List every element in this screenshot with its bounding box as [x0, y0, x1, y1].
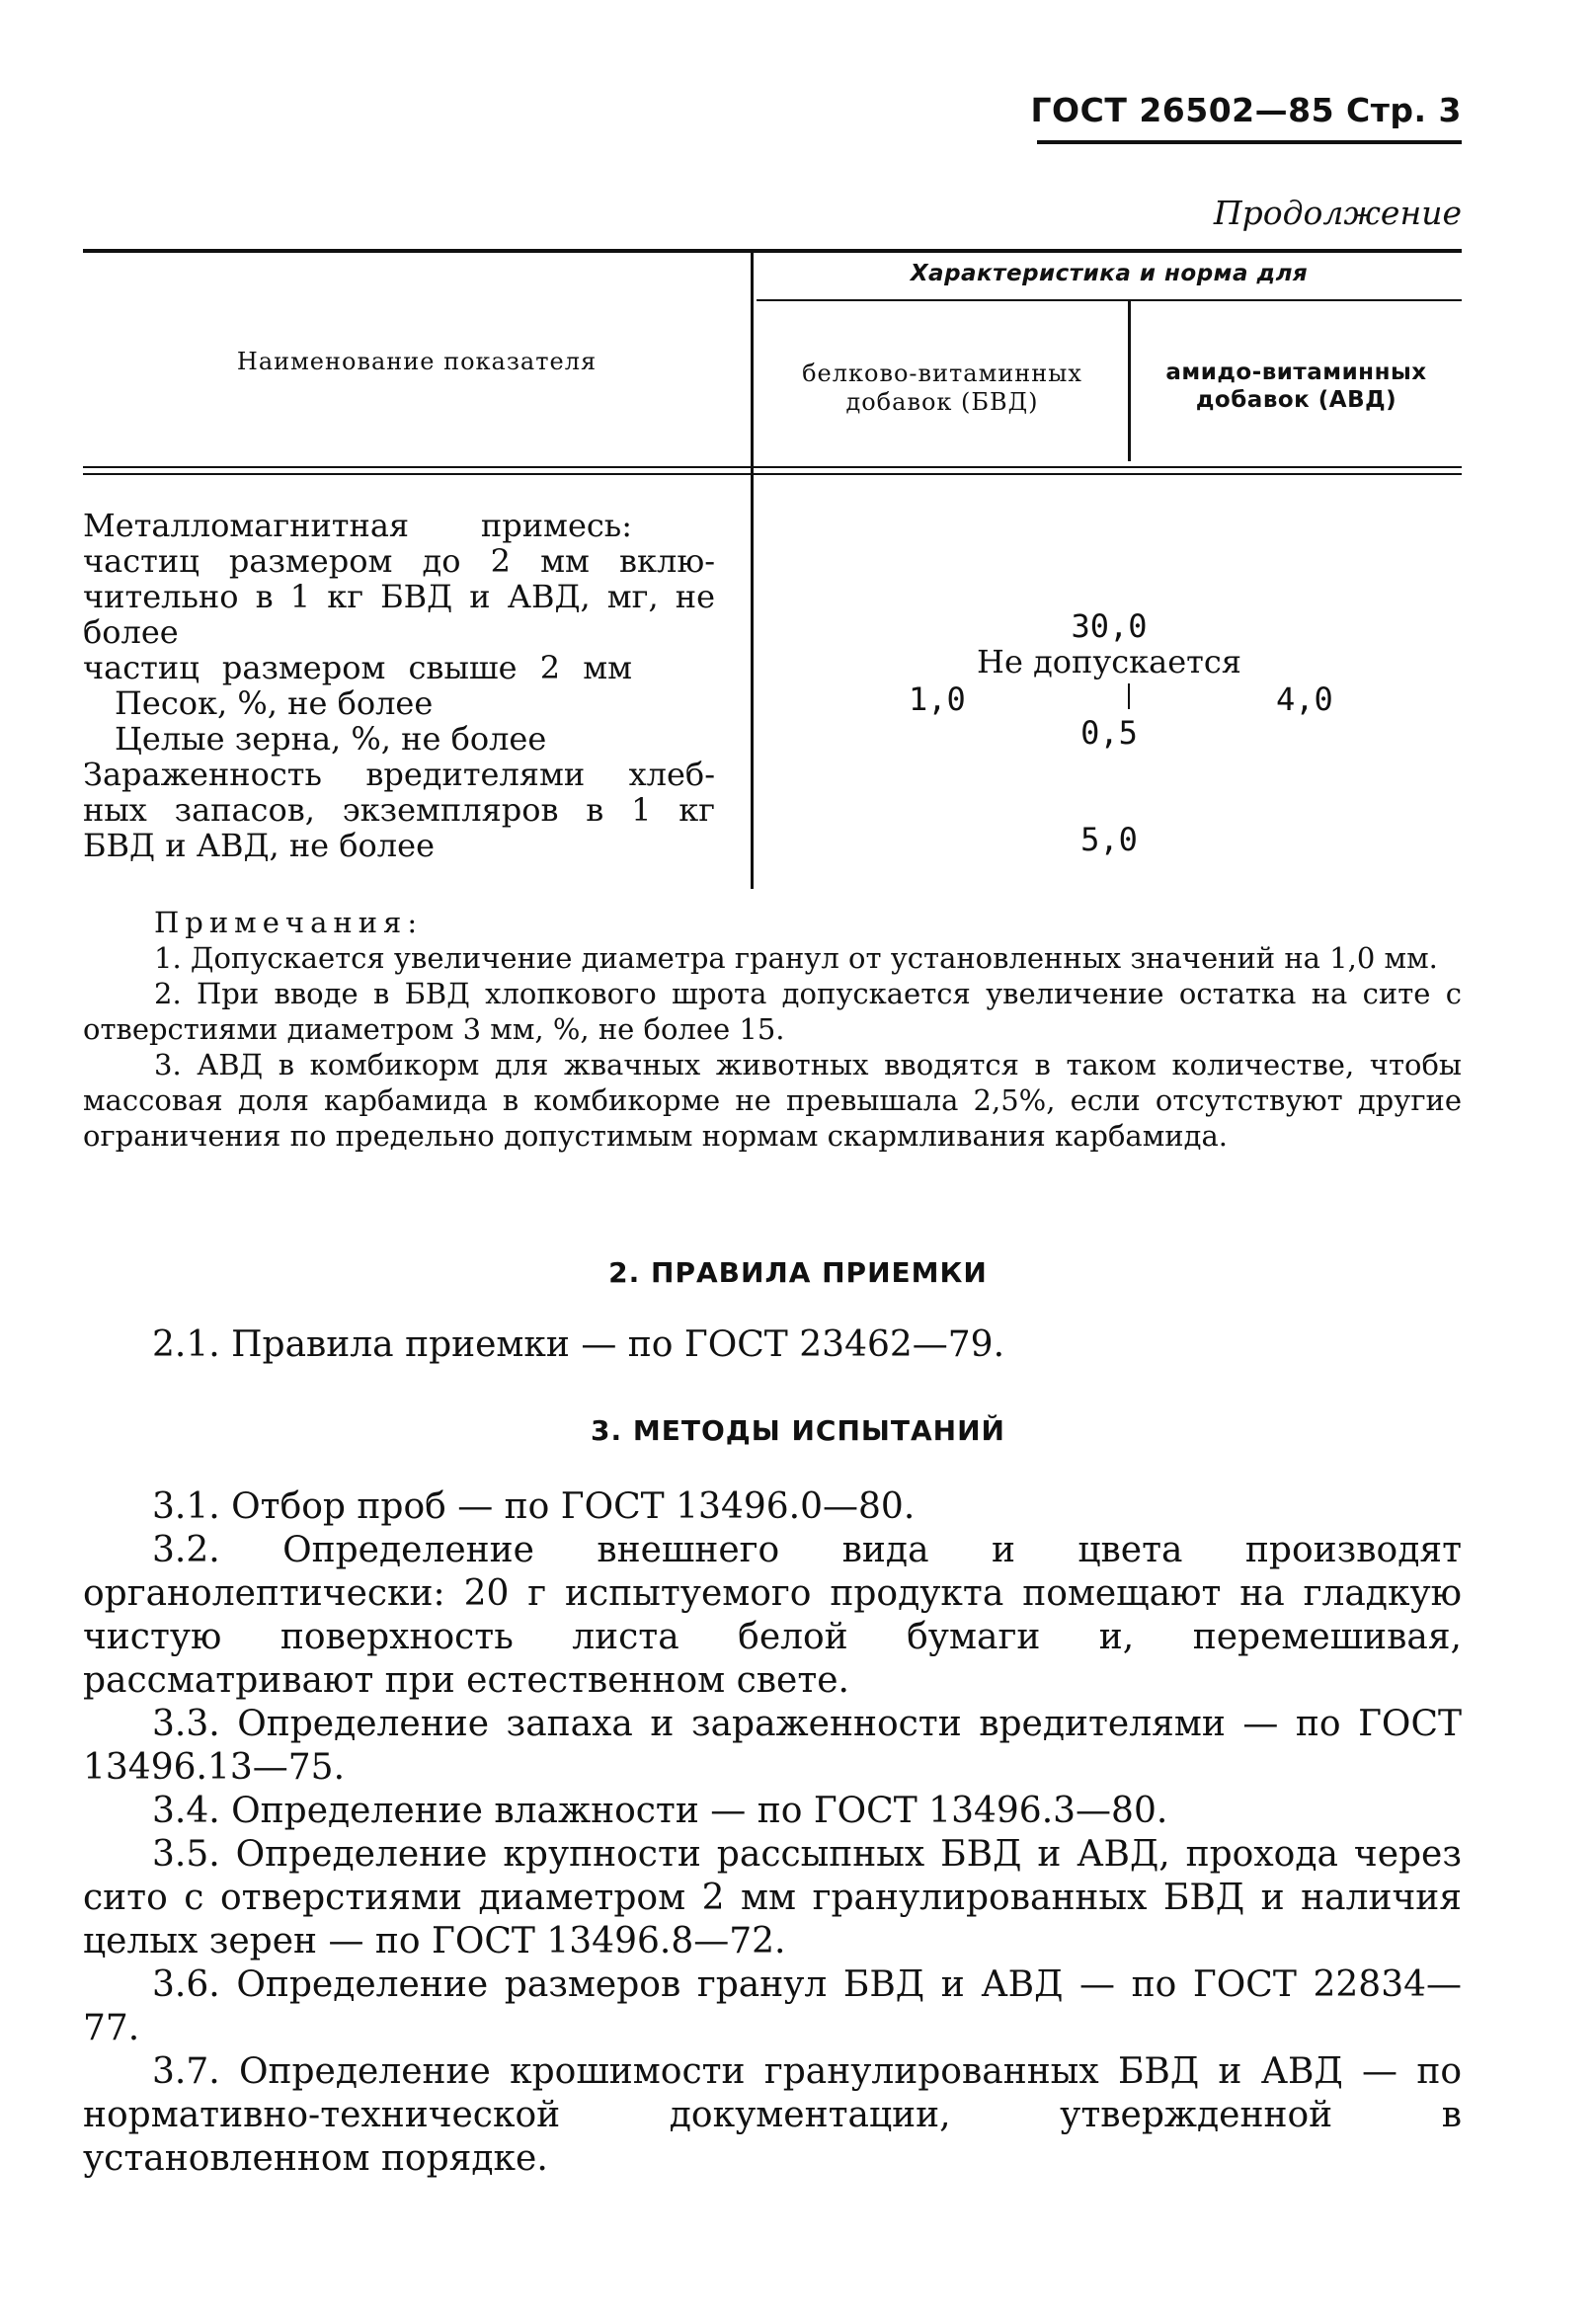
paragraph: 3.4. Определение влажности — по ГОСТ 13496.3—80. — [152, 1791, 1168, 1831]
paragraph: 3.5. Определение крупности рассыпных БВД и АВД, прохода через сито с отверстиями диаметром 2 мм гранулированных БВД и наличия целых зерен — по ГОСТ 13496.8—72. — [83, 1834, 1462, 1961]
row-name: более — [83, 613, 179, 651]
paragraph: 3.2. Определение внешнего вида и цвета производят органолептически: 20 г испытуемого продукта помещают на гладкую чистую поверхность листа белой бумаги и, перемешивая, рассматривают при естественном свете. — [83, 1530, 1462, 1701]
row-value: 0,5 — [1080, 714, 1138, 752]
row-value-bvd: 1,0 — [909, 680, 966, 718]
continuation-label: Продолжение — [1213, 194, 1462, 232]
col-bvd-header — [757, 360, 1128, 417]
row-name: Металломагнитная примесь: — [83, 507, 632, 544]
col-avd-header — [1131, 360, 1462, 414]
note-item: 3. АВД в комбикорм для жвачных животных вводятся в таком количестве, чтобы массовая доля карбамида в комбикорме не превышала 2,5%, если отсутствуют другие ограничения по предельно допустимым нормам скармливания карбамида. — [83, 1048, 1462, 1153]
row-name: частиц размером свыше 2 мм — [83, 649, 632, 686]
col-name-header: Наименование показателя — [236, 348, 598, 375]
table-col-divider — [751, 253, 754, 889]
group-header: Характеристика и норма для — [910, 261, 1309, 286]
section-3-body — [83, 1485, 1462, 2181]
table-head-rule-2 — [83, 473, 1462, 475]
row-value: Не допускается — [977, 643, 1241, 680]
col-avd-header-line1: амидо-витаминных — [1165, 360, 1427, 385]
header-rule — [1037, 140, 1462, 144]
table-head-rule-1 — [83, 466, 1462, 468]
paragraph: 2.1. Правила приемки — по ГОСТ 23462—79. — [152, 1324, 1005, 1365]
paragraph: 3.3. Определение запаха и зараженности вредителями — по ГОСТ 13496.13—75. — [83, 1704, 1462, 1788]
notes-title: Примечания: — [154, 906, 424, 939]
note-item: 2. При вводе в БВД хлопкового шрота допускается увеличение остатка на сите с отверстиями диаметром 3 мм, %, не более 15. — [83, 977, 1462, 1046]
table-top-rule — [83, 249, 1462, 253]
row-name: БВД и АВД, не более — [83, 827, 435, 864]
notes-block — [83, 905, 1462, 1154]
row-name: частиц размером до 2 мм вклю- — [83, 542, 715, 580]
section-2-body — [83, 1323, 1462, 1367]
row-value-divider — [1128, 683, 1130, 709]
row-name: ных запасов, экземпляров в 1 кг — [83, 791, 715, 829]
note-item: 1. Допускается увеличение диаметра гранул от установленных значений на 1,0 мм. — [154, 941, 1438, 975]
row-name: Целые зерна, %, не более — [115, 720, 547, 758]
page-header: ГОСТ 26502—85 Стр. 3 — [1030, 91, 1462, 129]
col-bvd-header-line1: белково-витаминных — [802, 360, 1082, 387]
section-2-title: 2. ПРАВИЛА ПРИЕМКИ — [608, 1256, 988, 1289]
row-value: 5,0 — [1080, 821, 1138, 858]
paragraph: 3.6. Определение размеров гранул БВД и АВД — по ГОСТ 22834—77. — [83, 1964, 1462, 2048]
paragraph: 3.1. Отбор проб — по ГОСТ 13496.0—80. — [152, 1486, 916, 1527]
row-value: 30,0 — [1071, 607, 1148, 645]
row-name: чительно в 1 кг БВД и АВД, мг, не — [83, 578, 715, 615]
row-name: Зараженность вредителями хлеб- — [83, 756, 715, 793]
section-3-title: 3. МЕТОДЫ ИСПЫТАНИЙ — [591, 1414, 1005, 1447]
row-name: Песок, %, не более — [115, 684, 434, 722]
paragraph: 3.7. Определение крошимости гранулированных БВД и АВД — по нормативно-технической документации, утвержденной в установленном порядке. — [83, 2051, 1462, 2179]
table-group-rule — [757, 299, 1462, 301]
row-value-avd: 4,0 — [1276, 680, 1333, 718]
col-avd-header-line2: добавок (АВД) — [1195, 386, 1397, 413]
col-bvd-header-line2: добавок (БВД) — [845, 387, 1039, 416]
